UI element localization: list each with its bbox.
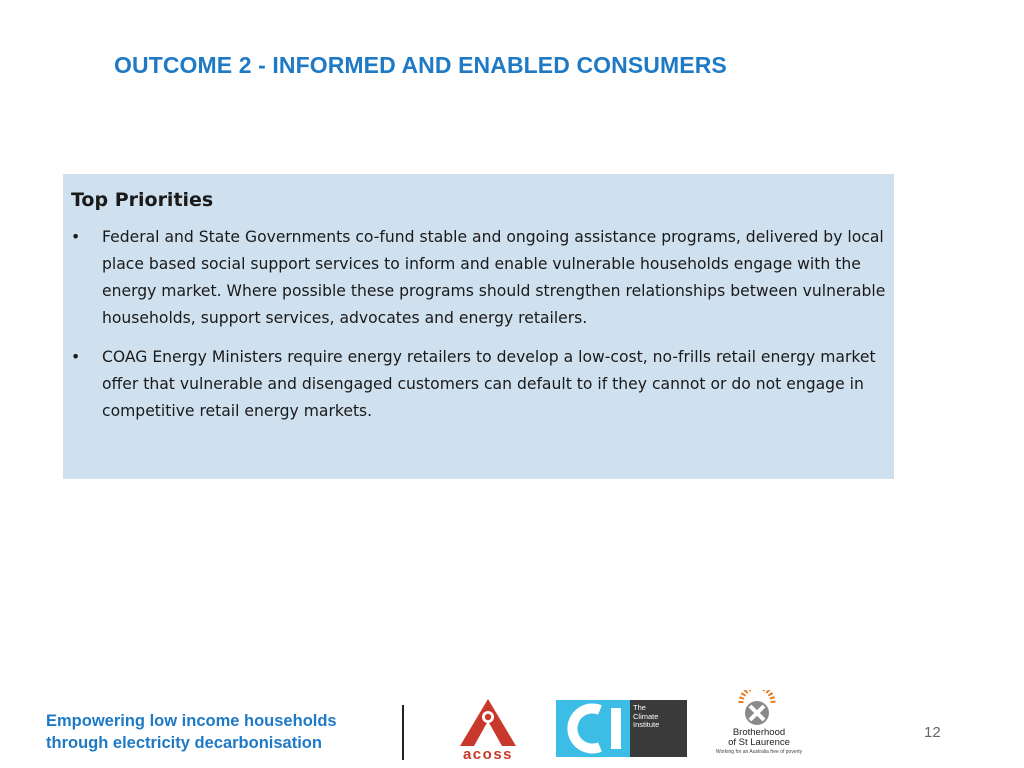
bsl-name: Brotherhood of St Laurence (728, 727, 790, 748)
acoss-wordmark: acoss (462, 746, 514, 763)
footer-divider (402, 705, 404, 760)
acoss-logo (456, 697, 520, 763)
footer-tagline (46, 710, 337, 754)
priority-item (71, 344, 886, 425)
slide-title: OUTCOME 2 - INFORMED AND ENABLED CONSUMERS (114, 52, 727, 78)
bsl-emblem-icon (707, 690, 811, 728)
top-priorities-heading: Top Priorities (71, 189, 214, 211)
brotherhood-of-st-laurence-logo (707, 690, 811, 760)
climate-institute-name: The Climate Institute (630, 700, 687, 757)
bullet-icon: • (71, 228, 81, 246)
priority-text: COAG Energy Ministers require energy retailers to develop a low-cost, no-frills retail energy market offer that vulnerable and disengaged customers can default to if they cannot or do not engage in competitive retail energy markets. (102, 348, 876, 420)
page-number: 12 (924, 724, 941, 741)
climate-institute-mark-icon (556, 700, 630, 757)
priorities-list (71, 224, 886, 425)
footer-tagline-line1: Empowering low income households (46, 712, 337, 730)
priority-item (71, 224, 886, 332)
bsl-tagline: Working for an Australia free of poverty (715, 749, 803, 755)
acoss-mark-icon (456, 697, 520, 747)
top-priorities-box (63, 174, 894, 479)
footer-tagline-line2: through electricity decarbonisation (46, 734, 322, 752)
bullet-icon: • (71, 348, 81, 366)
climate-institute-logo (556, 700, 687, 757)
priority-text: Federal and State Governments co-fund stable and ongoing assistance programs, delivered by local place based social support services to inform and enable vulnerable households engage with the energy market. Where possible these programs should strengthen relationships between vulnerable households, support services, advocates and energy retailers. (102, 228, 886, 327)
